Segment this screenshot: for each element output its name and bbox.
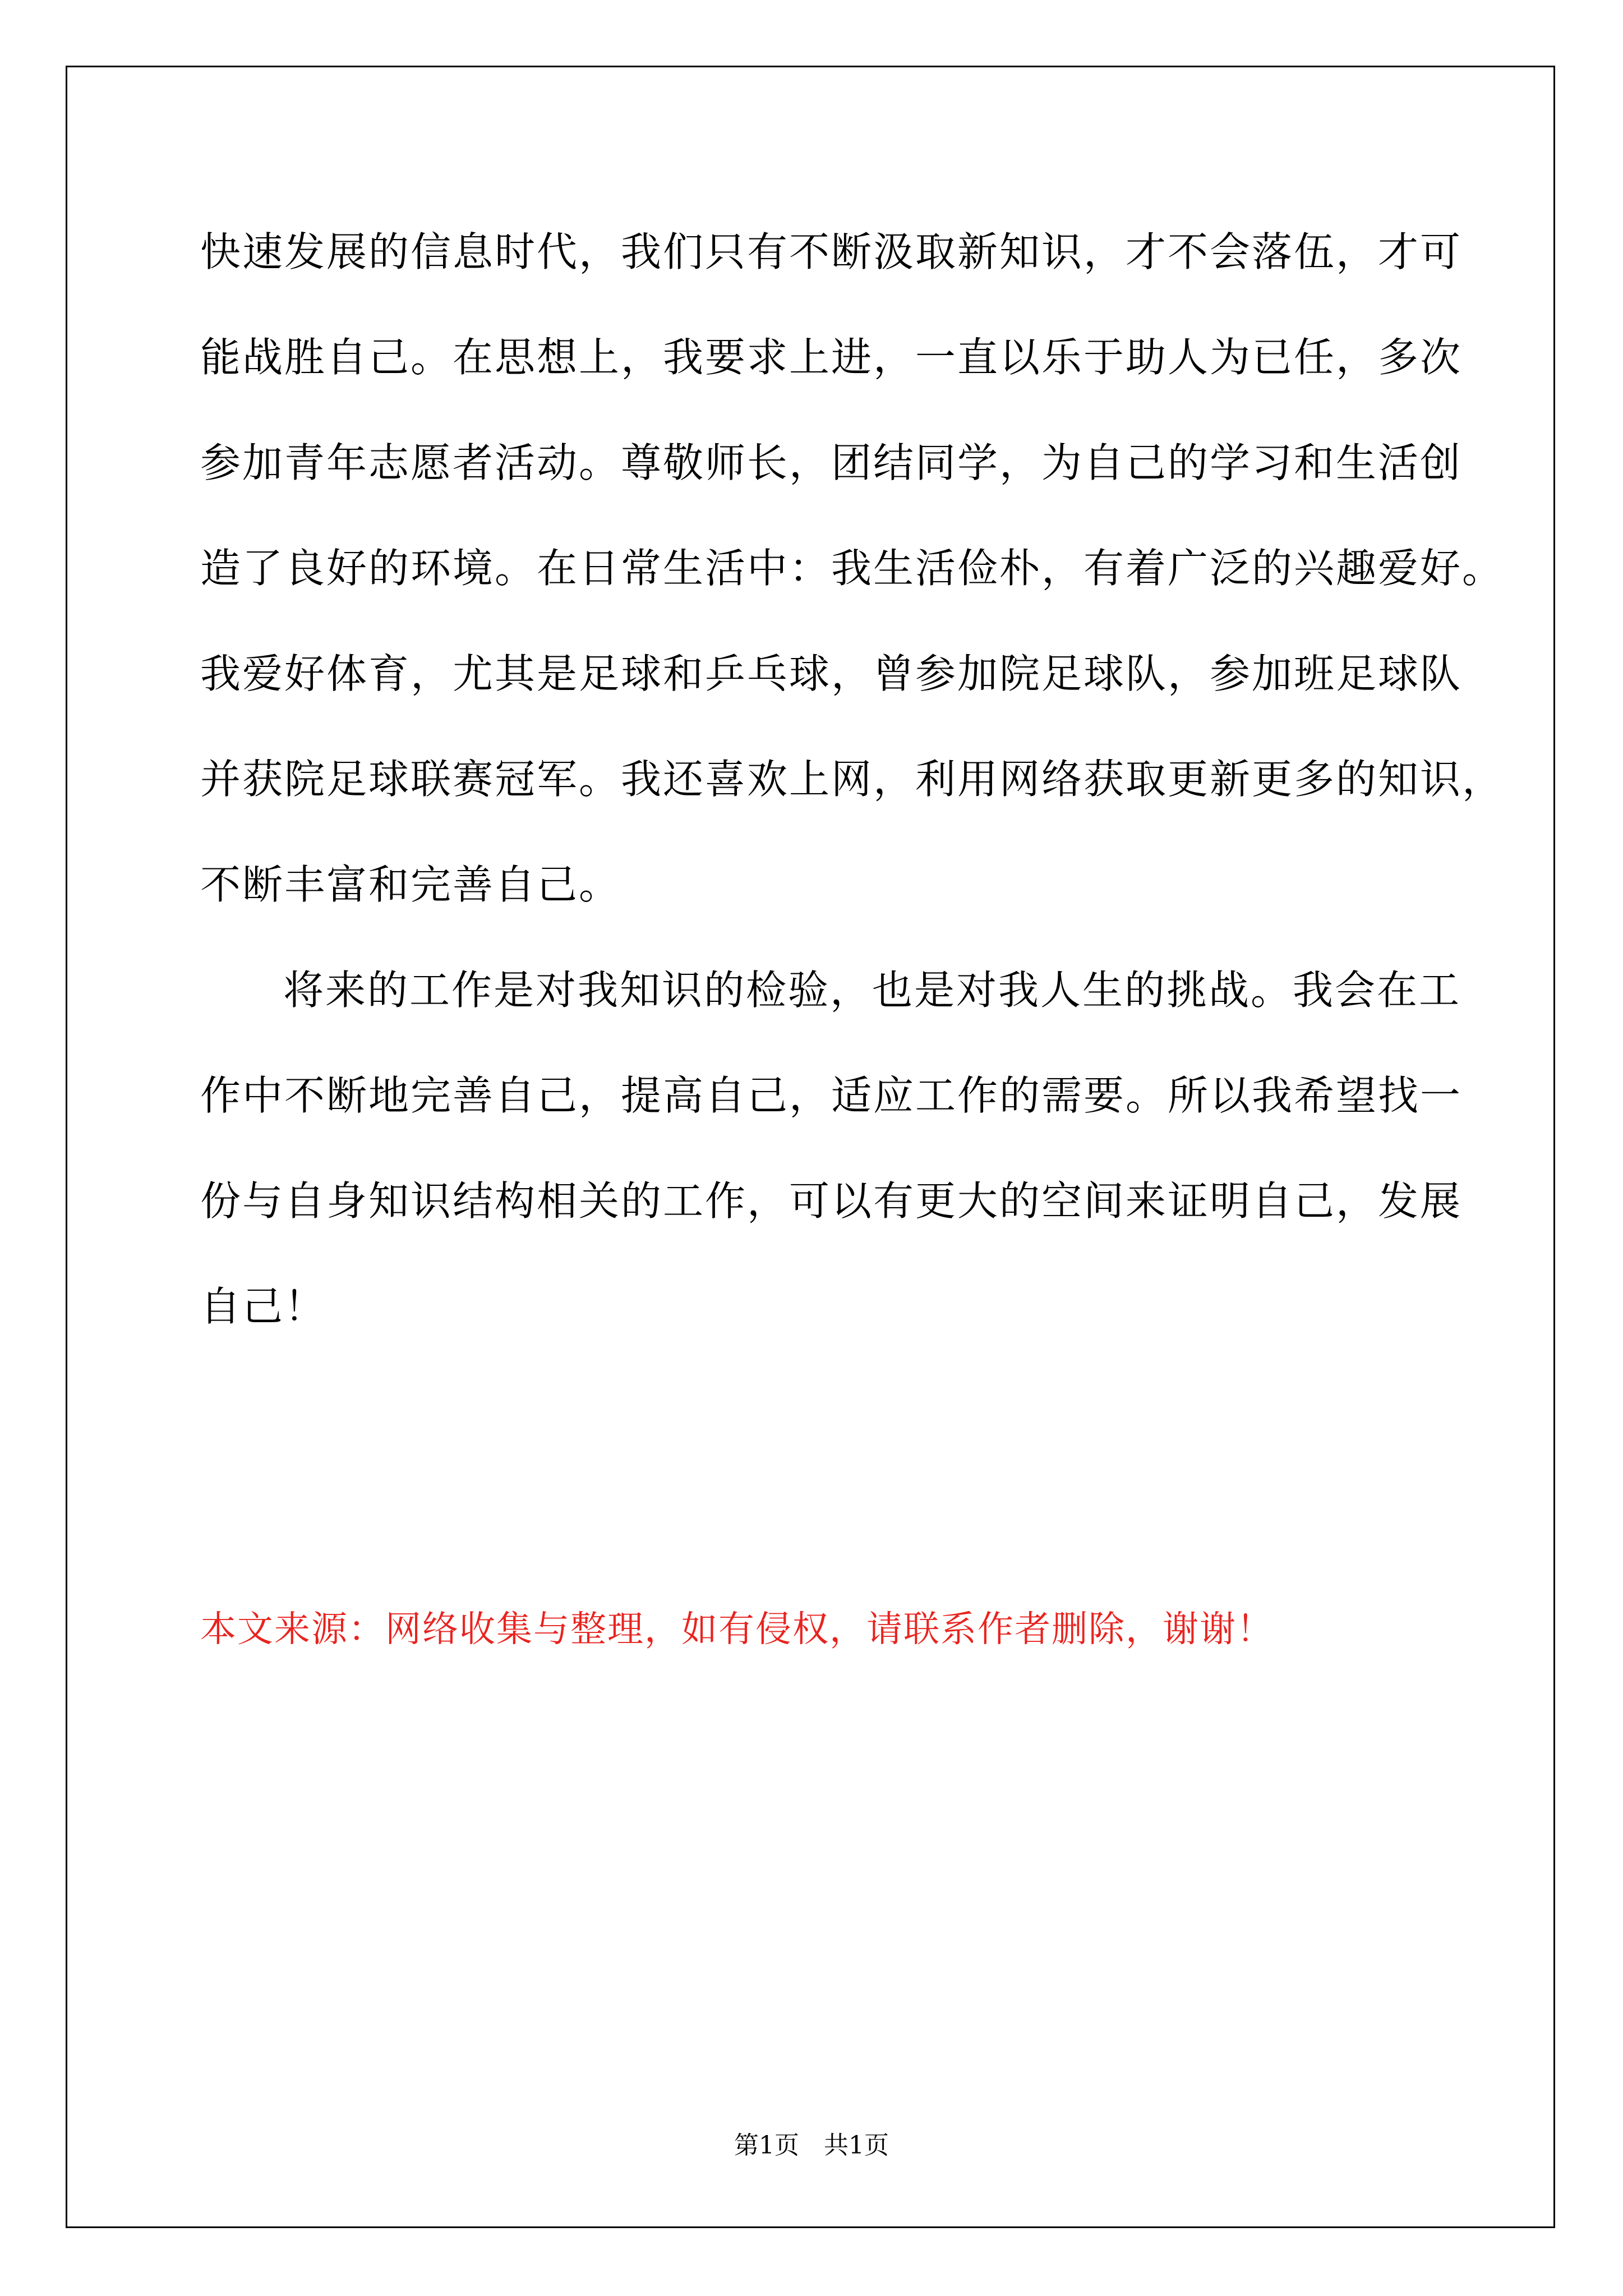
source-disclaimer: 本文来源：网络收集与整理，如有侵权，请联系作者删除，谢谢！ xyxy=(200,1609,1274,1650)
body-line: 能战胜自己。在思想上，我要求上进，一直以乐于助人为已任，多次 xyxy=(200,334,1463,381)
body-line: 我爱好体育，尤其是足球和乒乓球，曾参加院足球队，参加班足球队 xyxy=(200,650,1463,697)
page-number: 第1页 共1页 xyxy=(734,2131,889,2160)
document-body xyxy=(200,199,1505,1359)
body-line: 份与自身知识结构相关的工作，可以有更大的空间来证明自己，发展 xyxy=(200,1177,1463,1225)
body-line: 快速发展的信息时代，我们只有不断汲取新知识，才不会落伍，才可 xyxy=(200,228,1463,275)
body-line: 参加青年志愿者活动。尊敬师长，团结同学，为自己的学习和生活创 xyxy=(200,439,1463,486)
body-line: 不断丰富和完善自己。 xyxy=(200,861,621,908)
paragraph-start-line: 将来的工作是对我知识的检验，也是对我人生的挑战。我会在工 xyxy=(283,967,1461,1014)
body-line: 并获院足球联赛冠军。我还喜欢上网，利用网络获取更新更多的知识， xyxy=(200,756,1505,803)
body-line: 造了良好的环境。在日常生活中：我生活俭朴，有着广泛的兴趣爱好。 xyxy=(200,545,1505,592)
body-line: 作中不断地完善自己，提高自己，适应工作的需要。所以我希望找一 xyxy=(200,1072,1463,1119)
body-line: 自己！ xyxy=(200,1283,327,1330)
